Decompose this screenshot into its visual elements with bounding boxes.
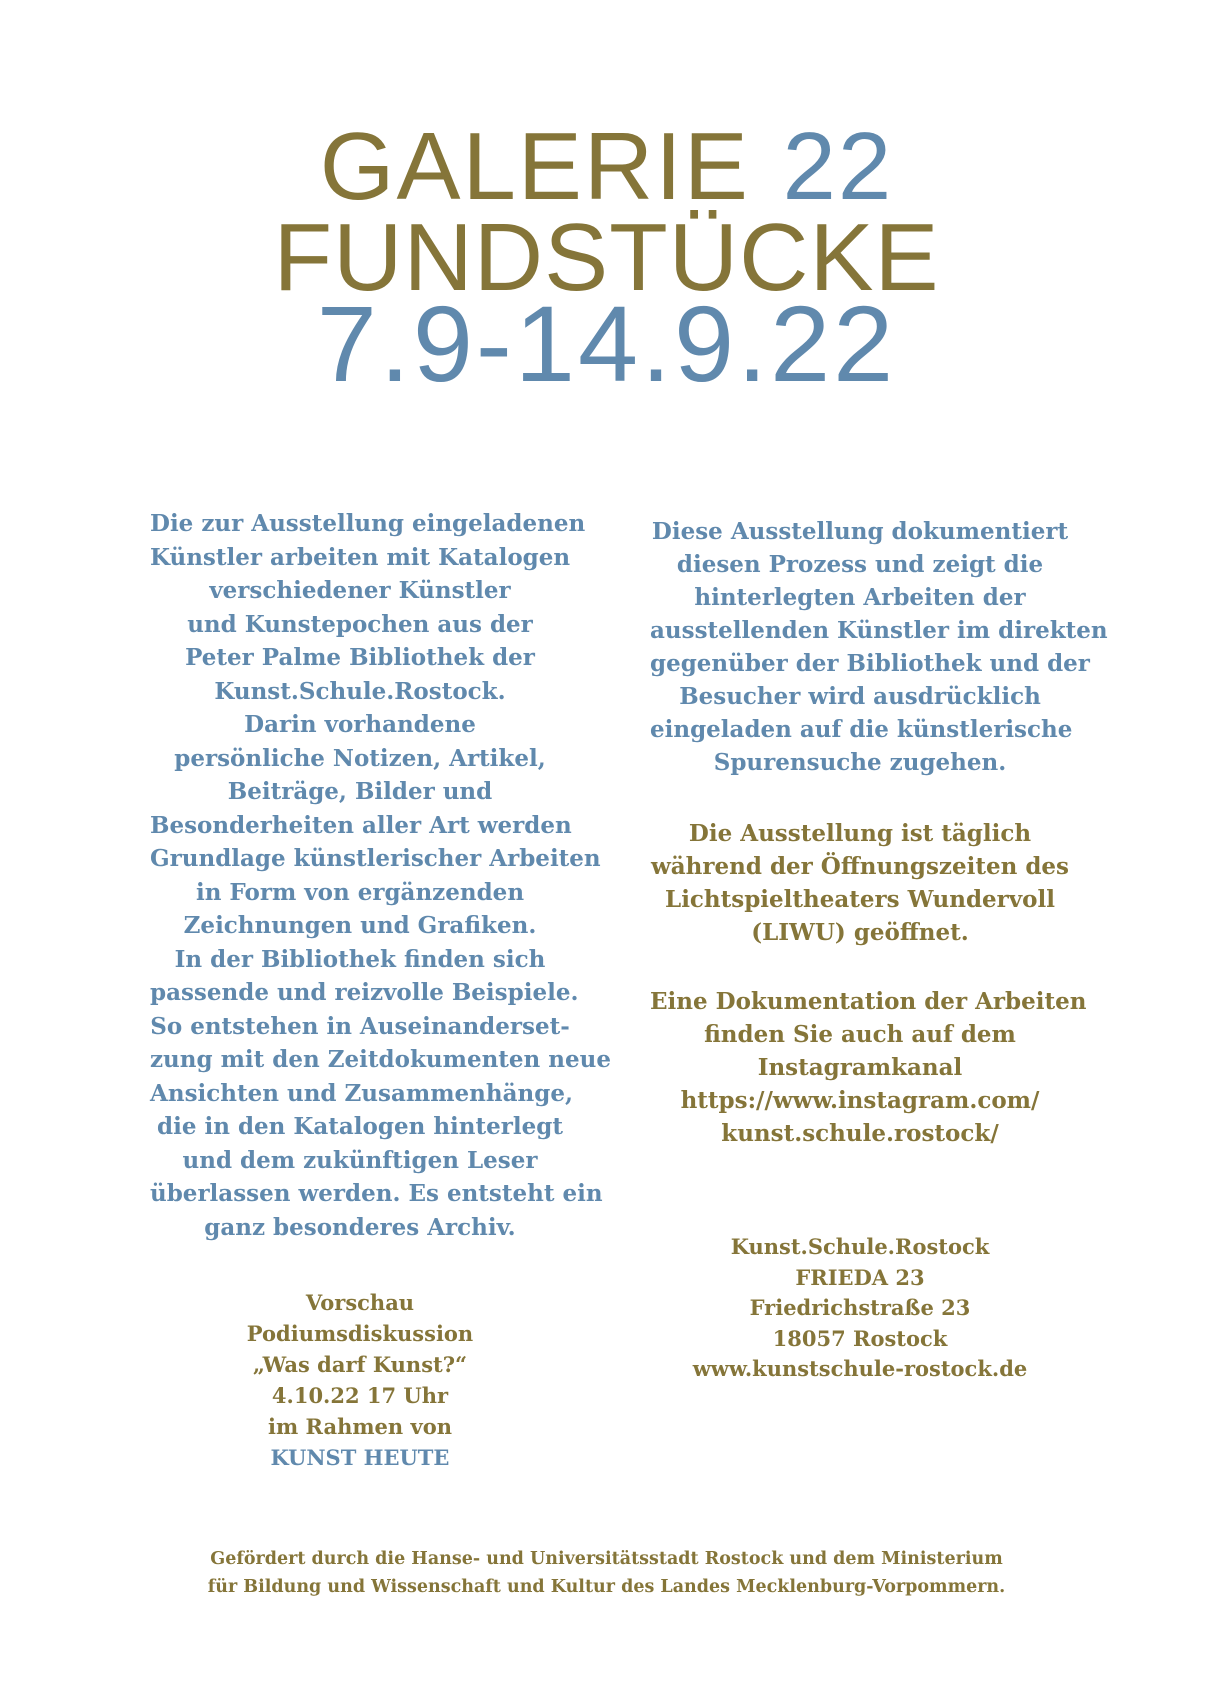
left-description: [150, 507, 611, 1244]
text-line: Eine Dokumentation der Arbeiten: [650, 988, 1087, 1015]
text-line: So entstehen in Auseinanderset-: [150, 1012, 570, 1040]
text-line: verschiedener Künstler: [209, 577, 511, 604]
text-line: In der Bibliothek finden sich: [174, 945, 546, 973]
text-line: gegenüber der Bibliothek und der: [650, 650, 1090, 677]
text-line: Besonderheiten aller Art werden: [150, 811, 572, 839]
preview-line: im Rahmen von: [268, 1414, 452, 1439]
text-line: ausstellenden Künstler im direkten: [650, 617, 1108, 644]
instagram-link[interactable]: kunst.schule.rostock/: [721, 1120, 999, 1147]
text-line: Ansichten und Zusammenhänge,: [150, 1079, 573, 1107]
instagram-link[interactable]: https://www.instagram.com/: [680, 1087, 1040, 1114]
title-fundstuecke: FUNDSTÜCKE: [273, 204, 940, 311]
address-line: FRIEDA 23: [795, 1264, 925, 1290]
text-line: die in den Katalogen hinterlegt: [157, 1113, 563, 1140]
address-line: Friedrichstraße 23: [749, 1295, 971, 1320]
text-line: und Kunstepochen aus der: [187, 610, 533, 638]
preview-line: Vorschau: [305, 1290, 415, 1315]
text-line: finden Sie auch auf dem: [704, 1021, 1016, 1048]
address-line: 18057 Rostock: [772, 1325, 948, 1351]
text-line: persönliche Notizen, Artikel,: [174, 744, 546, 772]
preview-line: „Was darf Kunst?“: [252, 1352, 468, 1377]
galerie-word: GALERIE: [319, 113, 750, 220]
text-line: Die zur Ausstellung eingeladenen: [150, 510, 586, 537]
right-description: [650, 515, 1108, 779]
text-line: überlassen werden. Es entsteht ein: [150, 1180, 603, 1207]
address-line: Kunst.Schule.Rostock: [730, 1234, 990, 1259]
address-block: [690, 1232, 1030, 1385]
text-line: Künstler arbeiten mit Katalogen: [150, 543, 571, 571]
preview-line: Podiumsdiskussion: [246, 1321, 474, 1346]
text-line: ganz besonderes Archiv.: [204, 1213, 516, 1241]
preview-line: 4.10.22 17 Uhr: [271, 1383, 449, 1408]
text-line: und dem zukünftigen Leser: [182, 1146, 538, 1174]
text-line: Beiträge, Bilder und: [227, 778, 493, 805]
text-line: diesen Prozess und zeigt die: [676, 551, 1044, 578]
opening-hours: [650, 817, 1070, 949]
footer-line: Gefördert durch die Hanse- und Universitätsstadt Rostock und dem Ministerium: [210, 1549, 1003, 1569]
text-line: Kunst.Schule.Rostock.: [214, 677, 506, 705]
galerie-number: 22: [782, 113, 894, 220]
title-dates: 7.9-14.9.22: [316, 283, 897, 404]
text-line: (LIWU) geöffnet.: [751, 919, 969, 946]
documentation-info: [650, 985, 1087, 1150]
event-preview: [220, 1287, 500, 1473]
text-line: Instagramkanal: [757, 1054, 963, 1081]
text-line: während der Öffnungszeiten des: [650, 853, 1070, 880]
text-line: Peter Palme Bibliothek der: [185, 644, 535, 671]
text-line: Diese Ausstellung dokumentiert: [651, 518, 1069, 545]
text-line: hinterlegten Arbeiten der: [694, 584, 1026, 611]
funding-note: [0, 1545, 1213, 1601]
text-line: Besucher wird ausdrücklich: [679, 683, 1041, 710]
text-line: Darin vorhandene: [244, 711, 476, 738]
title-galerie: [0, 113, 1213, 220]
text-line: passende und reizvolle Beispiele.: [150, 979, 579, 1006]
text-line: zung mit den Zeitdokumenten neue: [150, 1046, 611, 1073]
text-line: Lichtspieltheaters Wundervoll: [665, 886, 1055, 913]
event-series-name: KUNST HEUTE: [270, 1445, 450, 1470]
text-line: Die Ausstellung ist täglich: [688, 820, 1032, 847]
text-line: Spurensuche zugehen.: [713, 749, 1007, 776]
footer-line: für Bildung und Wissenschaft und Kultur des Landes Mecklenburg-Vorpommern.: [207, 1577, 1006, 1597]
text-line: Zeichnungen und Grafiken.: [183, 912, 537, 939]
website-link[interactable]: www.kunstschule-rostock.de: [692, 1356, 1028, 1381]
text-line: Grundlage künstlerischer Arbeiten: [150, 845, 601, 872]
text-line: eingeladen auf die künstlerische: [650, 716, 1073, 743]
text-line: in Form von ergänzenden: [195, 878, 525, 906]
